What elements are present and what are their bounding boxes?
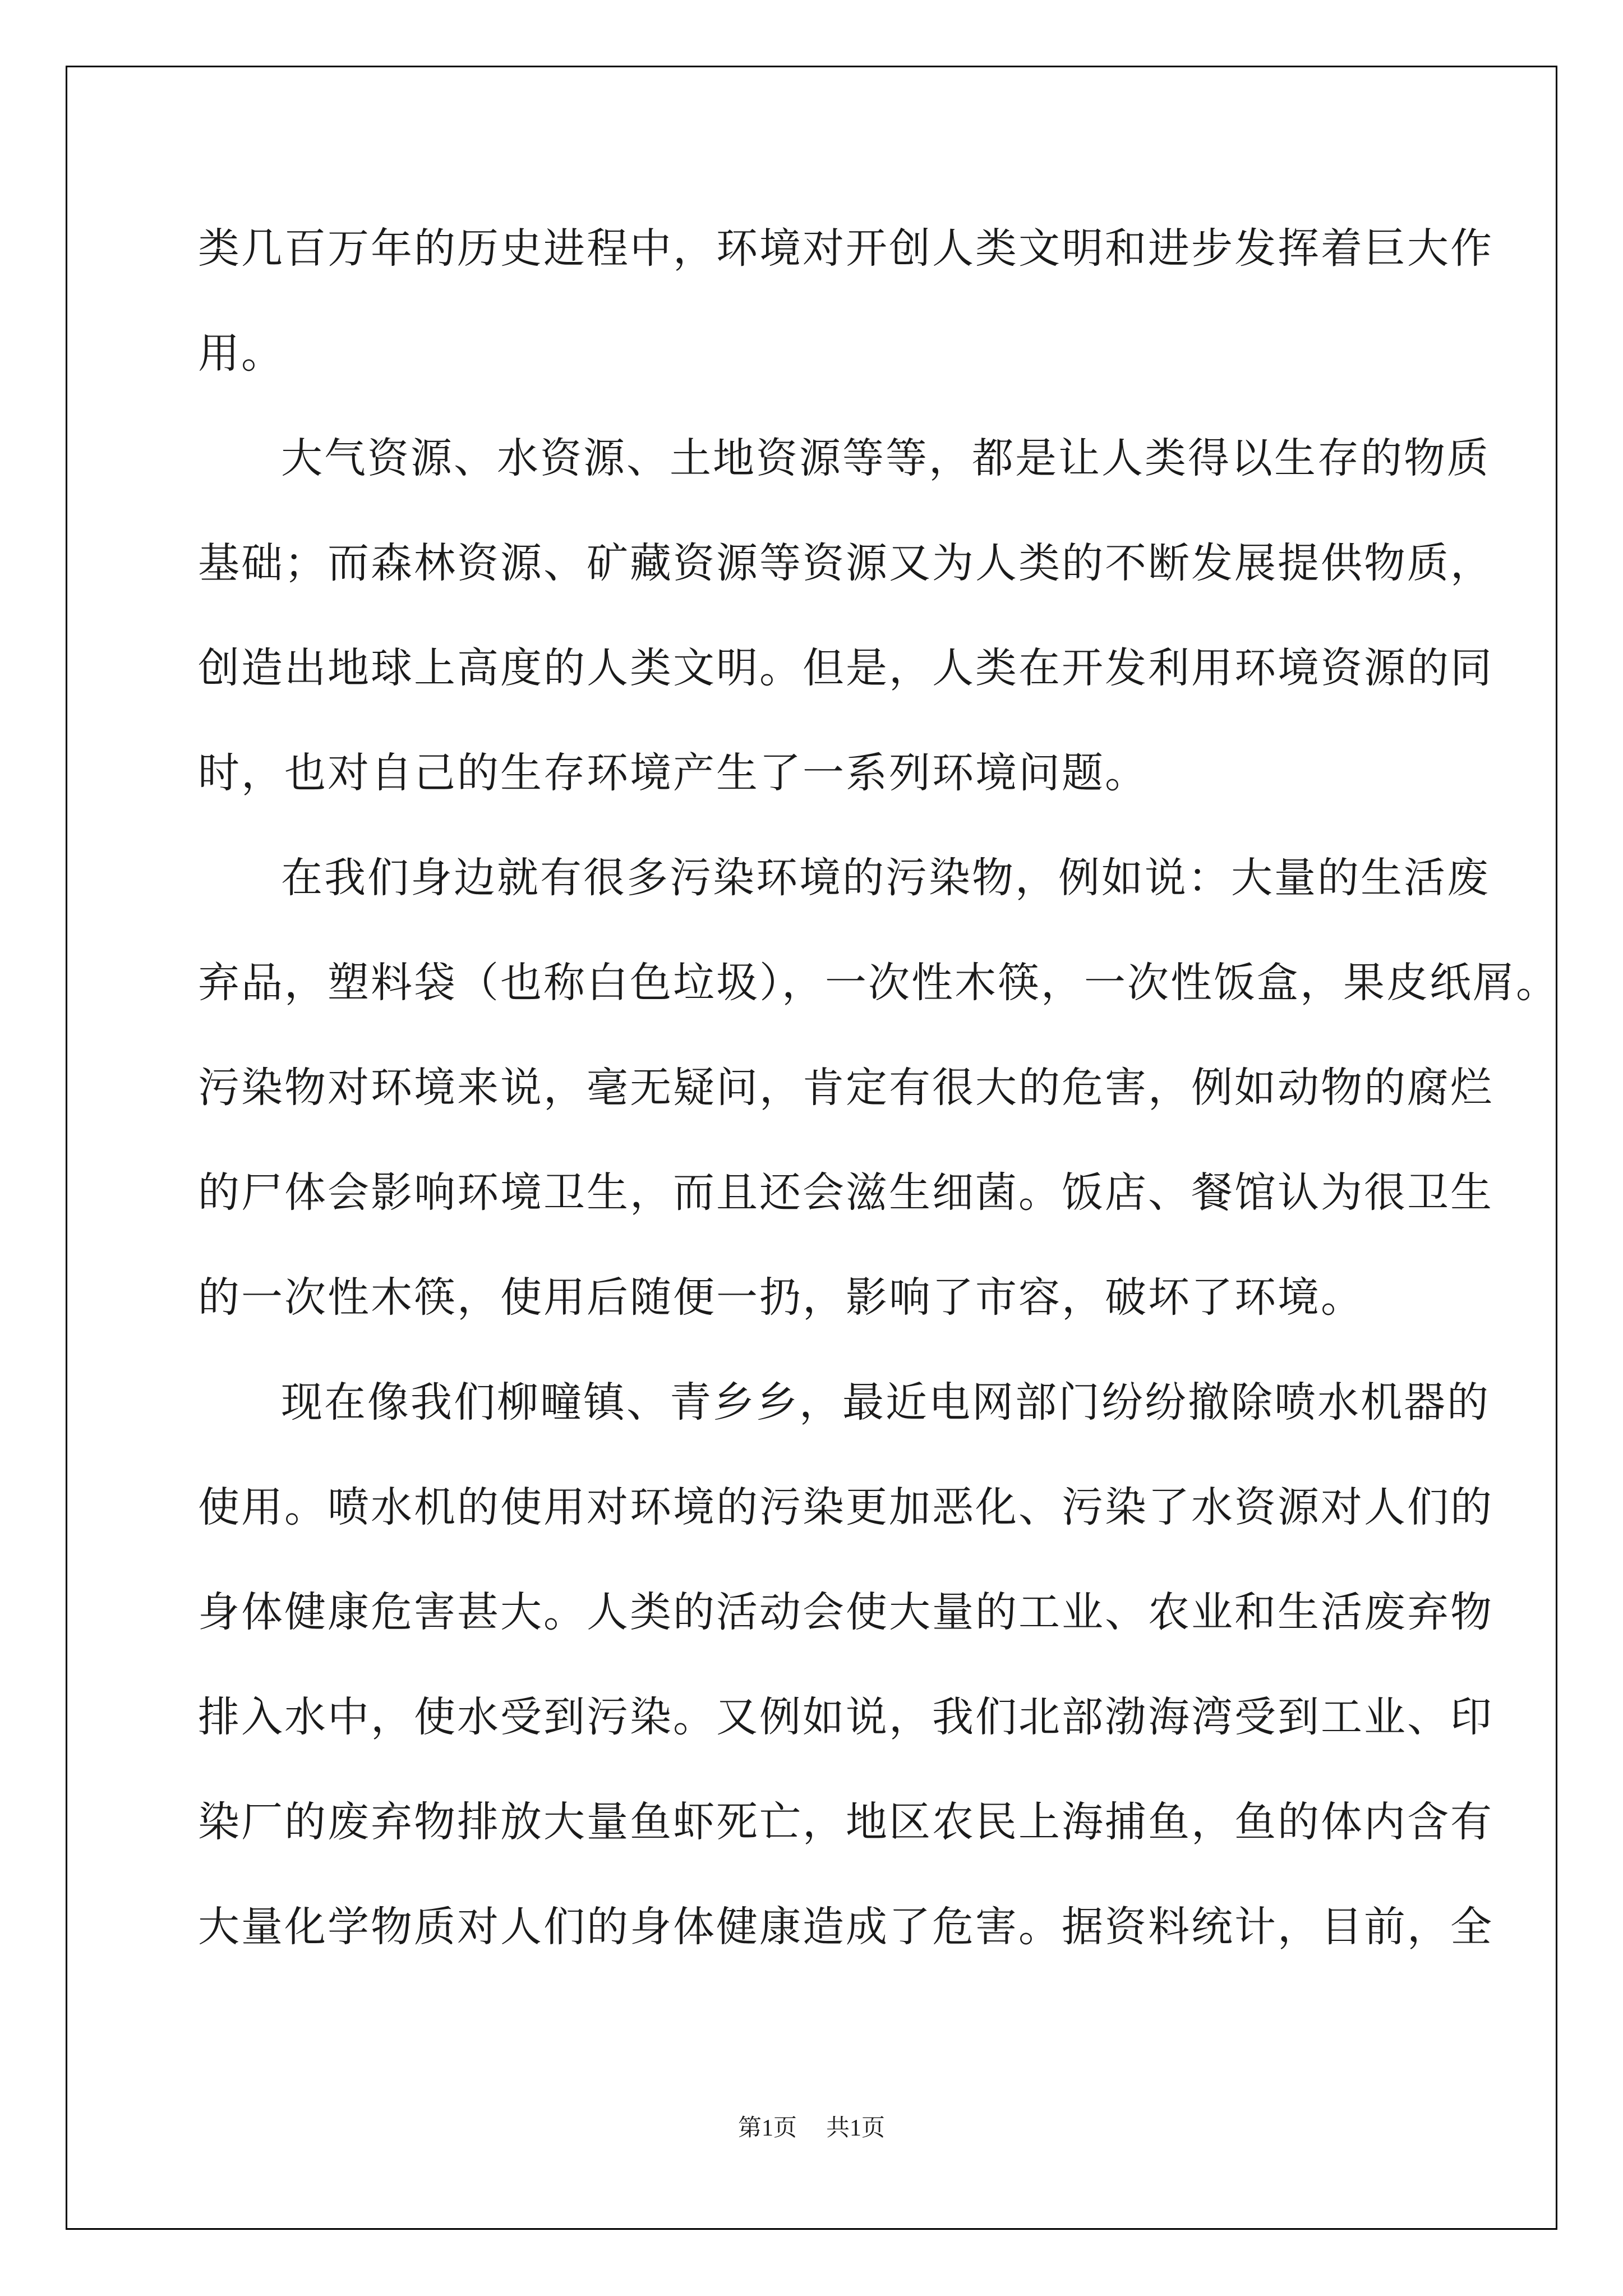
text-line: 现在像我们柳疃镇、青乡乡，最近电网部门纷纷撤除喷水机器的 (281, 1378, 1490, 1427)
text-line: 的一次性木筷，使用后随便一扔，影响了市容，破坏了环境。 (198, 1273, 1364, 1322)
text-line: 大量化学物质对人们的身体健康造成了危害。据资料统计，目前，全 (198, 1903, 1493, 1951)
text-line: 类几百万年的历史进程中，环境对开创人类文明和进步发挥着巨大作 (198, 224, 1493, 273)
text-line: 用。 (198, 329, 284, 378)
text-line: 染厂的废弃物排放大量鱼虾死亡，地区农民上海捕鱼，鱼的体内含有 (198, 1798, 1493, 1846)
page-total: 共1页 (826, 2115, 886, 2141)
text-line: 大气资源、水资源、土地资源等等，都是让人类得以生存的物质 (281, 434, 1490, 482)
text-line: 在我们身边就有很多污染环境的污染物，例如说：大量的生活废 (281, 854, 1490, 902)
text-line: 使用。喷水机的使用对环境的污染更加恶化、污染了水资源对人们的 (198, 1483, 1493, 1531)
text-line: 基础；而森林资源、矿藏资源等资源又为人类的不断发展提供物质， (198, 539, 1493, 587)
text-line: 的尸体会影响环境卫生，而且还会滋生细菌。饭店、餐馆认为很卫生 (198, 1168, 1493, 1217)
text-line: 排入水中，使水受到污染。又例如说，我们北部渤海湾受到工业、印 (198, 1693, 1493, 1741)
text-line: 创造出地球上高度的人类文明。但是，人类在开发利用环境资源的同 (198, 644, 1493, 692)
text-line: 弃品，塑料袋（也称白色垃圾），一次性木筷，一次性饭盒，果皮纸屑。 (198, 959, 1559, 1007)
page-number: 第1页 (737, 2115, 797, 2141)
document-body (198, 206, 1559, 1990)
text-line: 污染物对环境来说，毫无疑问，肯定有很大的危害，例如动物的腐烂 (198, 1064, 1493, 1112)
text-line: 身体健康危害甚大。人类的活动会使大量的工业、农业和生活废弃物 (198, 1588, 1493, 1636)
text-line: 时，也对自己的生存环境产生了一系列环境问题。 (198, 749, 1148, 797)
page-footer (0, 2109, 1623, 2143)
